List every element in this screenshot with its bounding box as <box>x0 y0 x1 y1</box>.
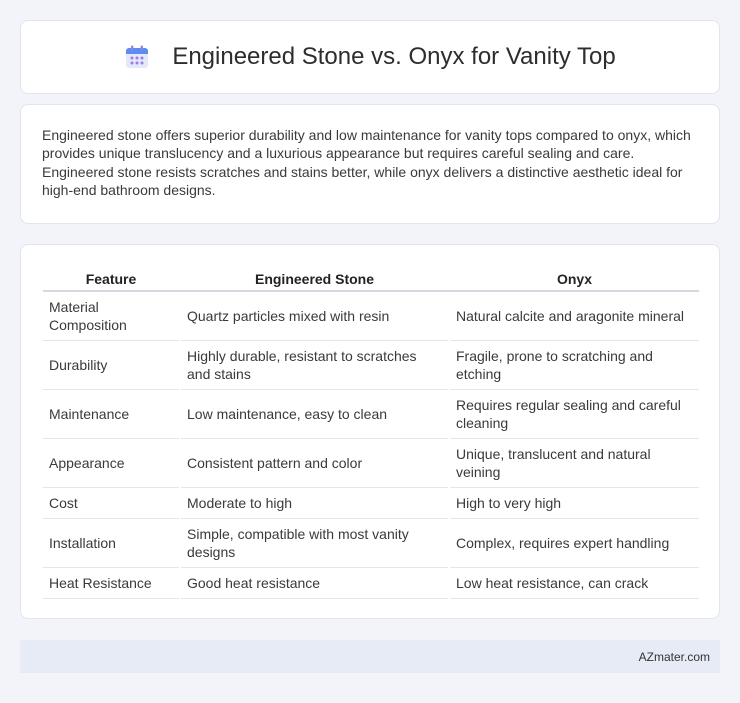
title-card <box>20 20 720 94</box>
comparison-table-card <box>20 244 720 619</box>
header-feature: Feature <box>43 265 180 291</box>
onyx-cell: High to very high <box>449 487 699 518</box>
onyx-cell: Requires regular sealing and careful cleaning <box>449 389 699 438</box>
table-row <box>43 518 699 567</box>
engineered-stone-cell: Highly durable, resistant to scratches and stains <box>180 340 449 389</box>
calendar-icon <box>124 44 150 70</box>
table-row <box>43 487 699 518</box>
engineered-stone-cell: Good heat resistance <box>180 567 449 598</box>
onyx-cell: Unique, translucent and natural veining <box>449 438 699 487</box>
footer-site-label: AZmater.com <box>638 649 710 664</box>
feature-cell: Appearance <box>43 438 180 487</box>
engineered-stone-cell: Consistent pattern and color <box>180 438 449 487</box>
onyx-cell: Low heat resistance, can crack <box>449 567 699 598</box>
page-title: Engineered Stone vs. Onyx for Vanity Top <box>172 43 616 70</box>
table-row <box>43 567 699 598</box>
header-onyx: Onyx <box>449 265 699 291</box>
onyx-cell: Complex, requires expert handling <box>449 518 699 567</box>
feature-cell: Maintenance <box>43 389 180 438</box>
table-row <box>43 340 699 389</box>
engineered-stone-cell: Simple, compatible with most vanity designs <box>180 518 449 567</box>
table-header-row <box>43 265 699 291</box>
onyx-cell: Natural calcite and aragonite mineral <box>449 291 699 340</box>
comparison-table <box>43 265 699 599</box>
feature-cell: Installation <box>43 518 180 567</box>
engineered-stone-cell: Low maintenance, easy to clean <box>180 389 449 438</box>
feature-cell: Material Composition <box>43 291 180 340</box>
feature-cell: Durability <box>43 340 180 389</box>
footer <box>20 640 720 673</box>
table-row <box>43 438 699 487</box>
engineered-stone-cell: Moderate to high <box>180 487 449 518</box>
header-engineered-stone: Engineered Stone <box>180 265 449 291</box>
intro-text: Engineered stone offers superior durability and low maintenance for vanity tops compared to onyx, which provides unique translucency and a luxurious appearance but requires careful sealing and care. Engineered stone resists scratches and stains better, while onyx delivers a distinctive aesthetic ideal for high-end bathroom designs. <box>42 127 691 199</box>
feature-cell: Heat Resistance <box>43 567 180 598</box>
onyx-cell: Fragile, prone to scratching and etching <box>449 340 699 389</box>
intro-card <box>20 104 720 224</box>
feature-cell: Cost <box>43 487 180 518</box>
engineered-stone-cell: Quartz particles mixed with resin <box>180 291 449 340</box>
table-row <box>43 389 699 438</box>
table-row <box>43 291 699 340</box>
